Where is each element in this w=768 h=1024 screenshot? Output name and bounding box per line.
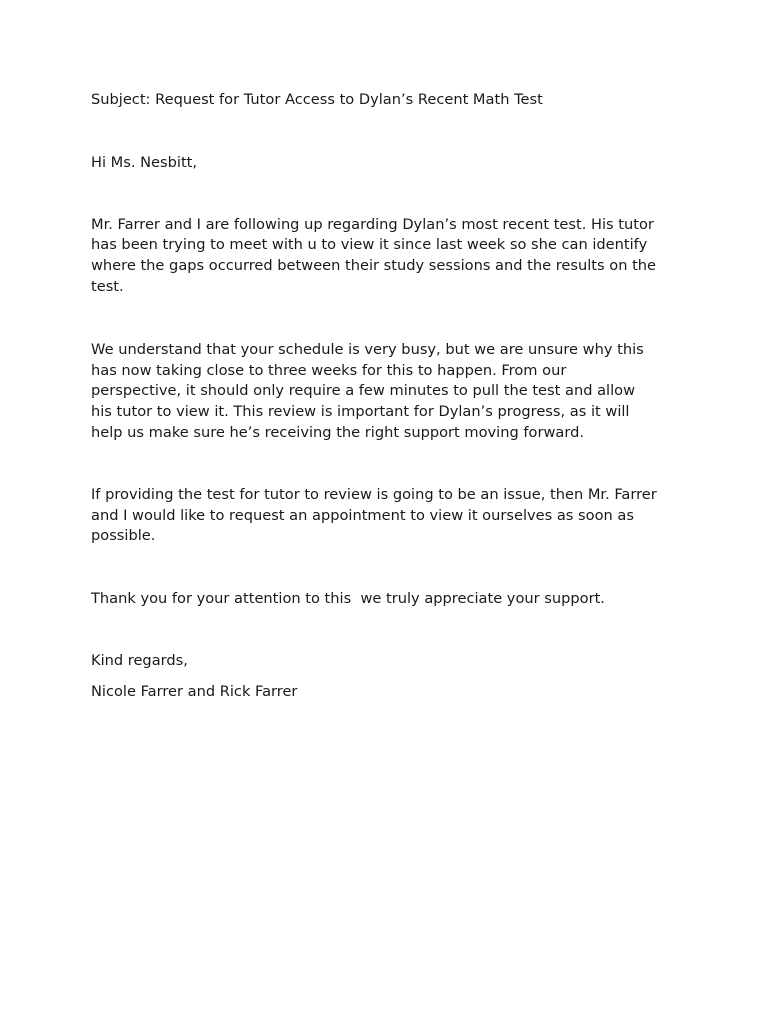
paragraph-line: has been trying to meet with u to view it since last week so she can identify: [91, 236, 648, 254]
paragraph-2: [91, 340, 691, 444]
subject-line: Subject: Request for Tutor Access to Dylan’s Recent Math Test: [91, 91, 543, 108]
signature-text: Nicole Farrer and Rick Farrer: [91, 682, 298, 700]
paragraph-line: possible.: [91, 527, 156, 545]
paragraph-line: where the gaps occurred between their study sessions and the results on the: [91, 257, 657, 275]
paragraph-line: his tutor to view it. This review is important for Dylan’s progress, as it will: [91, 403, 630, 421]
paragraph-line: help us make sure he’s receiving the right support moving forward.: [91, 423, 584, 441]
letter-body: [91, 90, 691, 703]
closing: [91, 651, 691, 672]
paragraph-line: If providing the test for tutor to review is going to be an issue, then Mr. Farrer: [91, 485, 657, 503]
paragraph-3: [91, 485, 691, 547]
greeting: [91, 153, 691, 174]
paragraph-line: test.: [91, 277, 124, 295]
paragraph-line: We understand that your schedule is very busy, but we are unsure why this: [91, 340, 644, 358]
thanks-text: Thank you for your attention to this we truly appreciate your support.: [91, 590, 605, 608]
email-subject: [91, 90, 691, 111]
closing-text: Kind regards,: [91, 651, 188, 669]
signature: [91, 682, 691, 703]
paragraph-line: has now taking close to three weeks for this to happen. From our: [91, 361, 567, 379]
paragraph-line: Mr. Farrer and I are following up regarding Dylan’s most recent test. His tutor: [91, 215, 654, 233]
greeting-line: Hi Ms. Nesbitt,: [91, 153, 198, 171]
paragraph-1: [91, 215, 691, 298]
thank-you-line: [91, 589, 691, 610]
paragraph-line: and I would like to request an appointment to view it ourselves as soon as: [91, 506, 634, 524]
paragraph-line: perspective, it should only require a few minutes to pull the test and allow: [91, 382, 636, 400]
